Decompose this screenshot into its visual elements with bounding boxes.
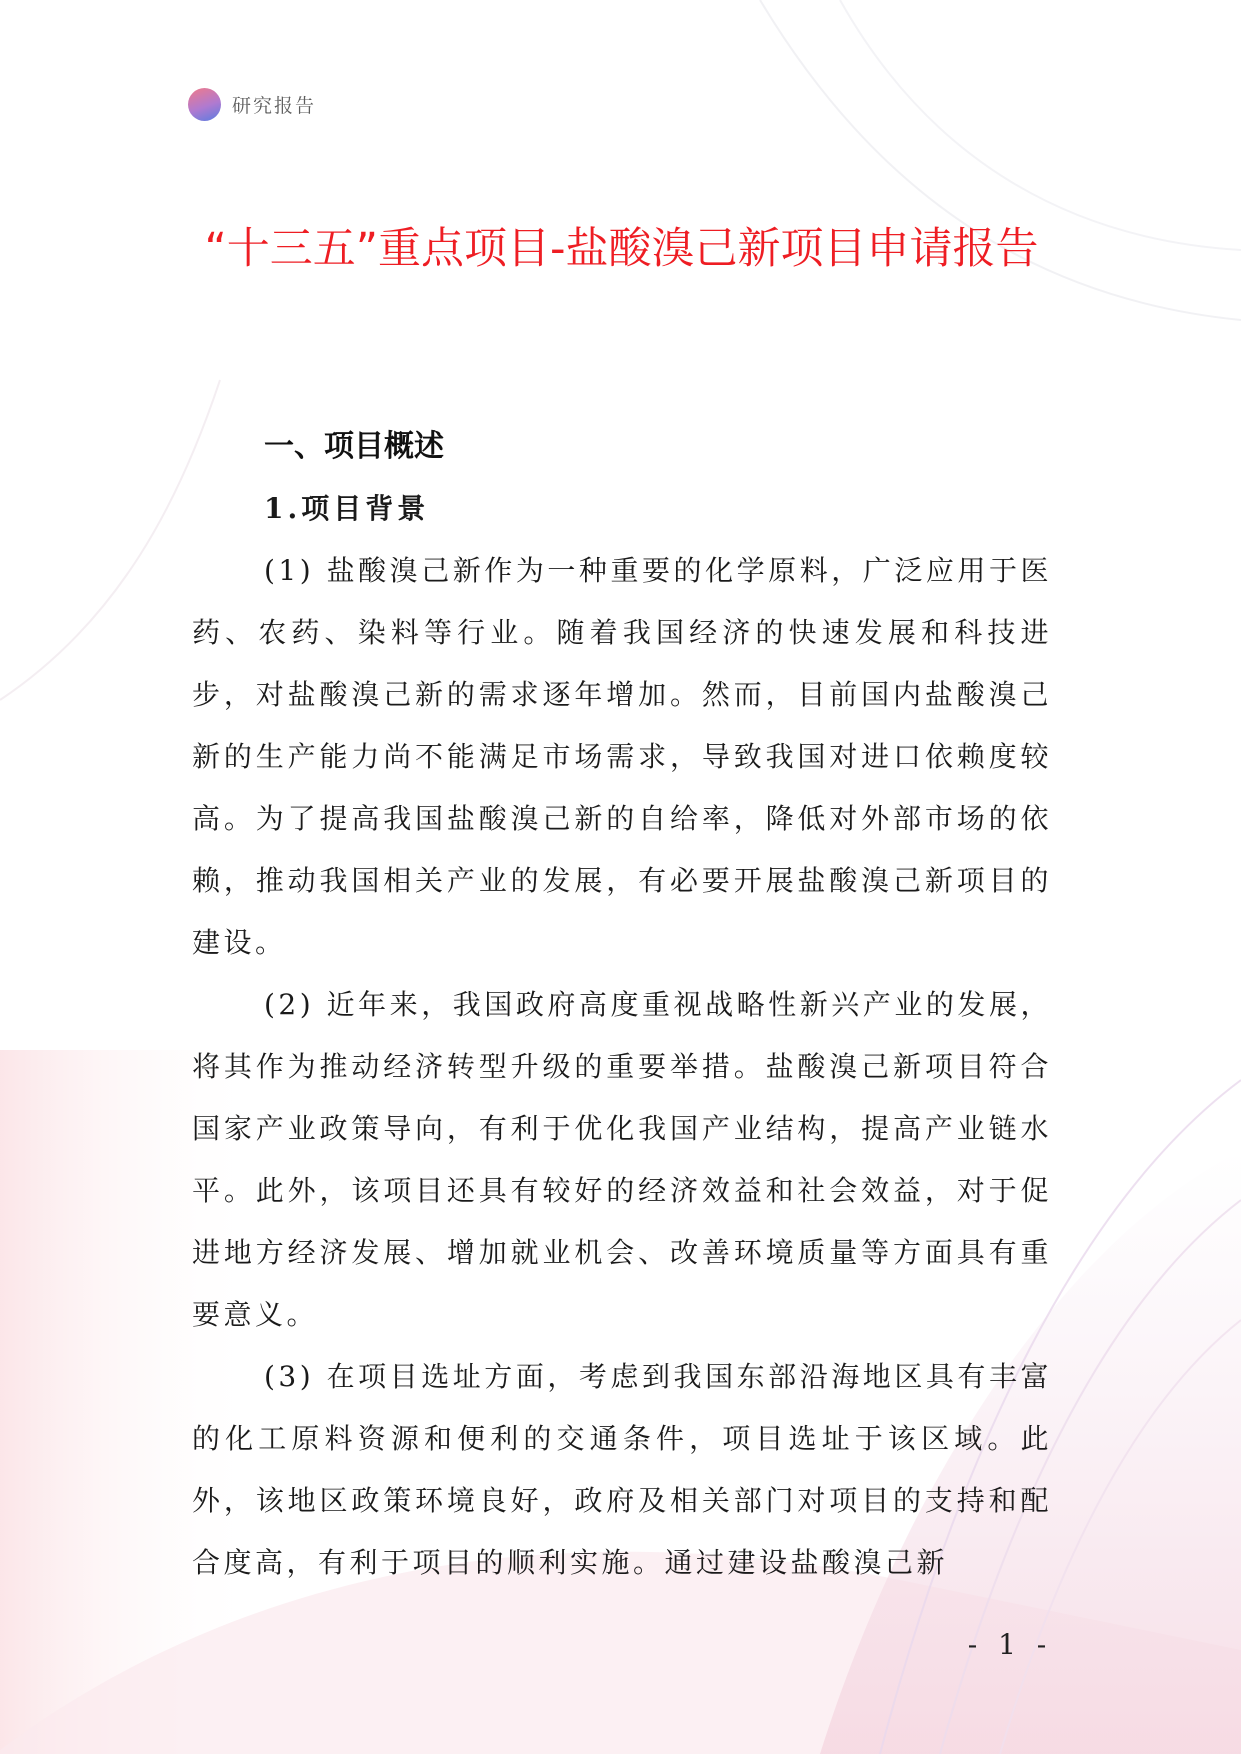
document-body (192, 416, 1052, 1594)
document-title: “十三五”重点项目-盐酸溴己新项目申请报告 (204, 224, 1039, 274)
paragraph-3: (3) 在项目选址方面，考虑到我国东部沿海地区具有丰富的化工原料资源和便利的交通条件，项目选址于该区域。此外，该地区政策环境良好，政府及相关部门对项目的支持和配合度高，有利于项目的顺利实施。通过建设盐酸溴己新 (192, 1360, 1052, 1579)
header-label: 研究报告 (232, 95, 317, 117)
report-logo-icon (188, 88, 221, 121)
paragraph-2: (2) 近年来，我国政府高度重视战略性新兴产业的发展，将其作为推动经济转型升级的重要举措。盐酸溴己新项目符合国家产业政策导向，有利于优化我国产业结构，提高产业链水平。此外，该项目还具有较好的经济效益和社会效益，对于促进地方经济发展、增加就业机会、改善环境质量等方面具有重要意义。 (192, 988, 1052, 1331)
page-number: - 1 - (967, 1628, 1053, 1661)
section-heading: 一、项目概述 (264, 429, 444, 464)
subsection-heading: 1.项目背景 (264, 492, 430, 525)
paragraph-1: (1) 盐酸溴己新作为一种重要的化学原料，广泛应用于医药、农药、染料等行业。随着我国经济的快速发展和科技进步，对盐酸溴己新的需求逐年增加。然而，目前国内盐酸溴己新的生产能力尚不能满足市场需求，导致我国对进口依赖度较高。为了提高我国盐酸溴己新的自给率，降低对外部市场的依赖，推动我国相关产业的发展，有必要开展盐酸溴己新项目的建设。 (192, 554, 1052, 959)
